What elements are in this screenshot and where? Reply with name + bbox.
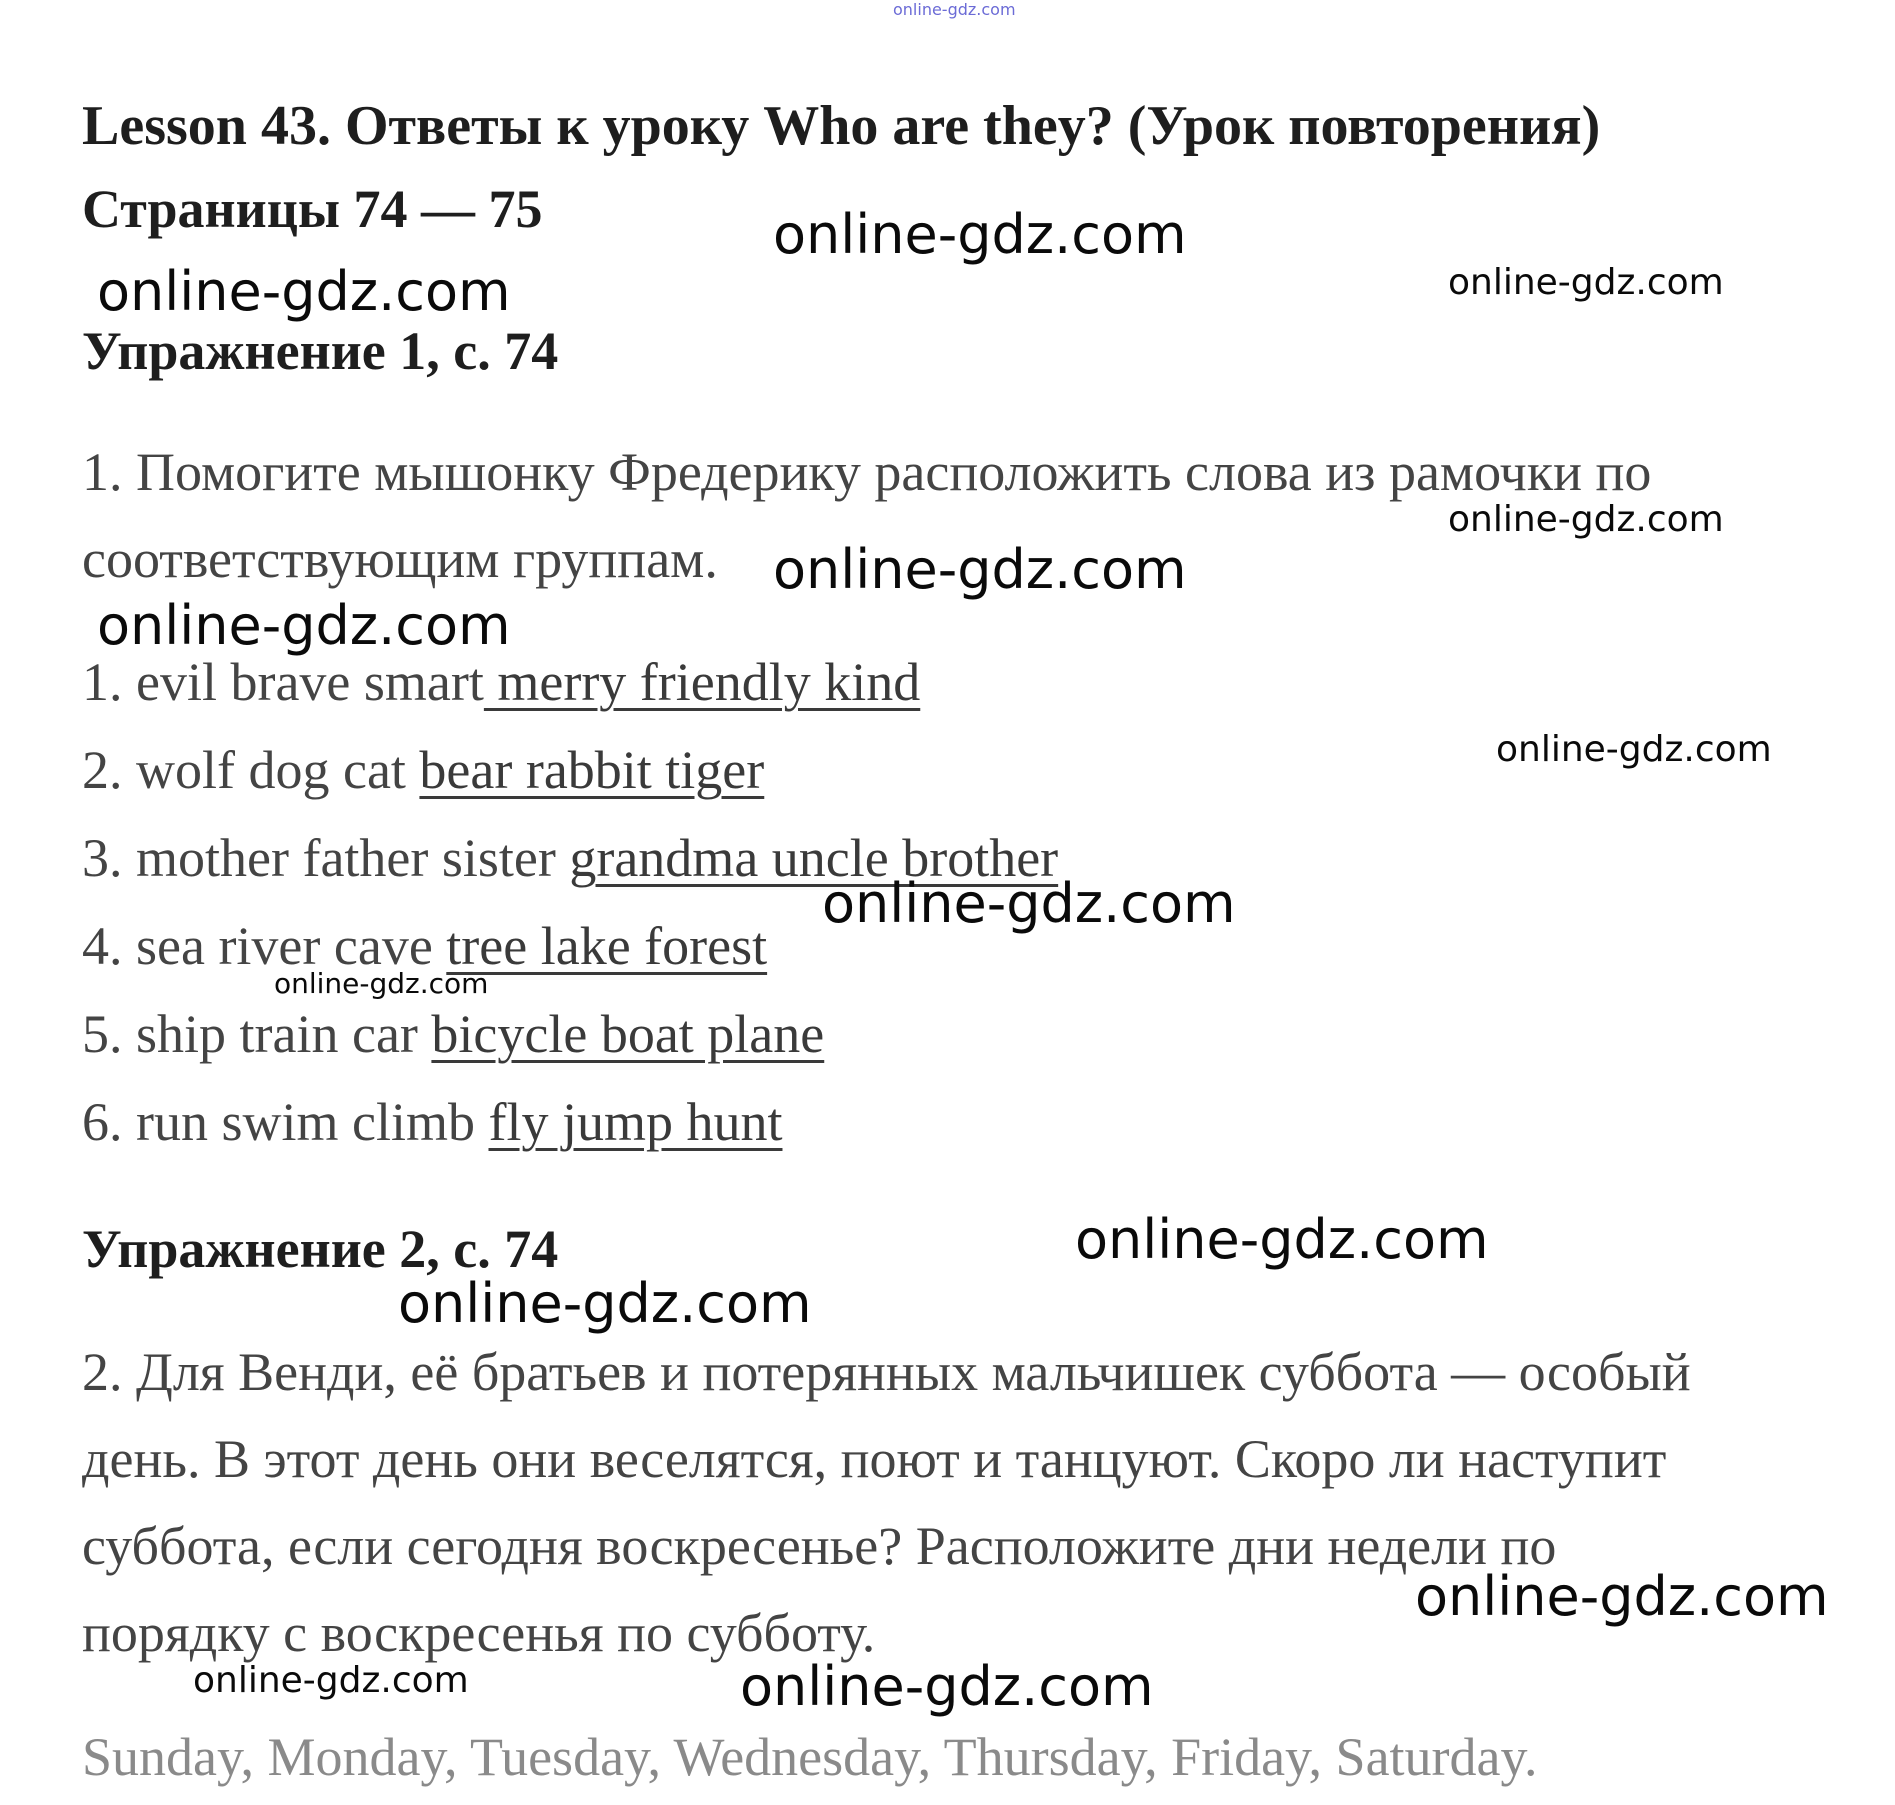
watermark-top: online-gdz.com bbox=[893, 0, 1016, 19]
exercise-1-heading: Упражнение 1, с. 74 bbox=[82, 321, 559, 381]
watermark: online-gdz.com bbox=[274, 967, 489, 1000]
row-answer-words: grandma uncle brother bbox=[569, 828, 1059, 888]
watermark: online-gdz.com bbox=[773, 203, 1187, 266]
watermark: online-gdz.com bbox=[97, 260, 511, 323]
page-title: Lesson 43. Ответы к уроку Who are they? (Урок повторения) bbox=[82, 95, 1601, 157]
watermark: online-gdz.com bbox=[740, 1655, 1154, 1718]
row-given-words: 4. sea river cave bbox=[82, 916, 447, 976]
watermark: online-gdz.com bbox=[1448, 262, 1724, 303]
watermark: online-gdz.com bbox=[1496, 729, 1772, 770]
exercise-2-task-line-2: день. В этот день они веселятся, поют и танцуют. Скоро ли наступит bbox=[82, 1429, 1667, 1489]
pages-subtitle: Страницы 74 — 75 bbox=[82, 179, 543, 239]
watermark: online-gdz.com bbox=[1415, 1565, 1829, 1628]
row-answer-words: bicycle boat plane bbox=[431, 1004, 825, 1064]
answer-row-4 bbox=[82, 916, 768, 976]
exercise-2-task-line-4: порядку с воскресенья по субботу. bbox=[82, 1603, 876, 1663]
watermark: online-gdz.com bbox=[1075, 1208, 1489, 1271]
watermark: online-gdz.com bbox=[398, 1272, 812, 1335]
row-given-words: 3. mother father sister bbox=[82, 828, 570, 888]
row-given-words: 2. wolf dog cat bbox=[82, 740, 420, 800]
answer-row-5 bbox=[82, 1004, 825, 1064]
answer-row-1 bbox=[82, 652, 921, 712]
exercise-2-task-line-3: суббота, если сегодня воскресенье? Расположите дни недели по bbox=[82, 1516, 1557, 1576]
row-answer-words: merry friendly kind bbox=[483, 652, 921, 712]
answer-row-6 bbox=[82, 1092, 783, 1152]
watermark: online-gdz.com bbox=[1448, 499, 1724, 540]
row-given-words: 5. ship train car bbox=[82, 1004, 432, 1064]
exercise-1-task-line-1: 1. Помогите мышонку Фредерику расположить слова из рамочки по bbox=[82, 442, 1652, 502]
days-of-week-answer: Sunday, Monday, Tuesday, Wednesday, Thursday, Friday, Saturday. bbox=[82, 1727, 1538, 1787]
row-given-words: 6. run swim climb bbox=[82, 1092, 489, 1152]
watermark: online-gdz.com bbox=[97, 594, 511, 657]
exercise-1-task-line-2: соответствующим группам. bbox=[82, 529, 718, 589]
row-answer-words: tree lake forest bbox=[446, 916, 768, 976]
row-answer-words: bear rabbit tiger bbox=[419, 740, 765, 800]
answer-row-2 bbox=[82, 740, 765, 800]
row-answer-words: fly jump hunt bbox=[488, 1092, 783, 1152]
watermark: online-gdz.com bbox=[822, 872, 1236, 935]
exercise-2-heading: Упражнение 2, с. 74 bbox=[82, 1219, 559, 1279]
watermark: online-gdz.com bbox=[773, 538, 1187, 601]
row-given-words: 1. evil brave smart bbox=[82, 652, 484, 712]
watermark: online-gdz.com bbox=[193, 1660, 469, 1701]
exercise-2-task-line-1: 2. Для Венди, её братьев и потерянных мальчишек суббота — особый bbox=[82, 1342, 1691, 1402]
